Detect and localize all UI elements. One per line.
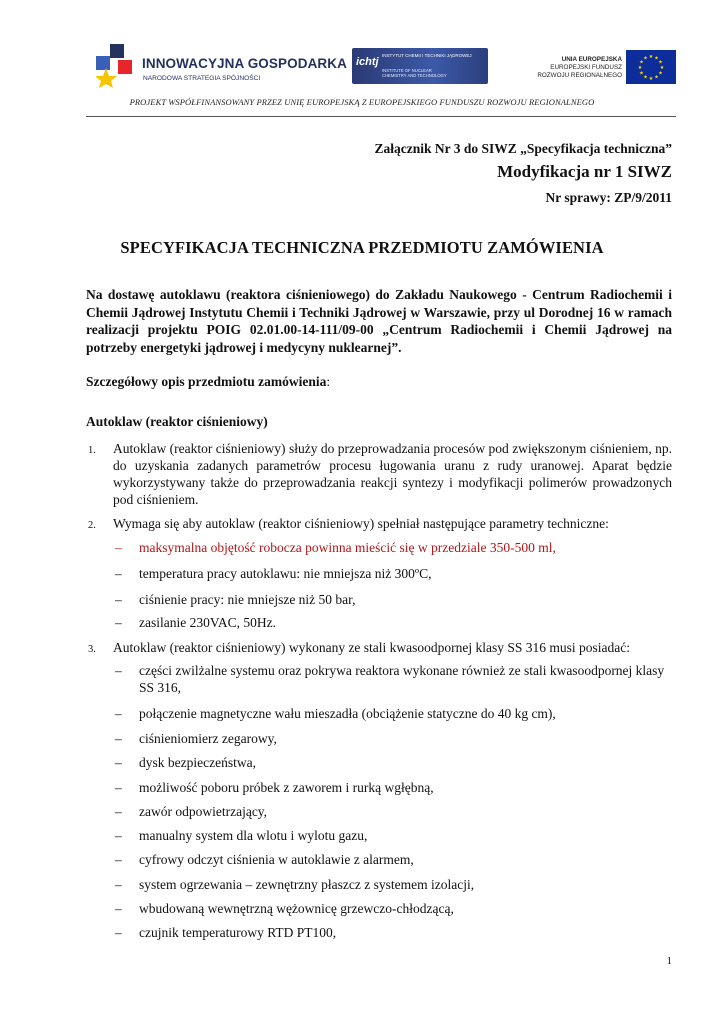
svg-text:★: ★ [658,70,663,77]
dash-bullet: – [115,901,122,916]
sub-item-text: zawór odpowietrzający, [139,804,268,819]
sub-item-text: dysk bezpieczeństwa, [139,755,256,770]
list-item-2-number: 2. [88,520,96,531]
ichtj-name-en-line1: INSTITUTE OF NUCLEAR [382,68,432,73]
intro-paragraph: Na dostawę autoklawu (reaktora ciśnieniowego) do Zakładu Naukowego - Centrum Radiochemii i Chemii Jądrowej Instytutu Chemii i Techniki Jądrowej w Warszawie, przy ul Dorodnej 16 w ramach realizacji projektu POIG 02.01.00-14-111/09-00 „Centrum Radiochemii i Chemii Jądrowej na potrzeby energetyki jądrowej i medycyny nuklearnej”. [86,287,672,355]
document-title: SPECYFIKACJA TECHNICZNA PRZEDMIOTU ZAMÓWIENIA [120,238,604,257]
svg-text:★: ★ [643,74,648,81]
list-item-1-text: Autoklaw (reaktor ciśnieniowy) służy do przeprowadzania procesów pod zwiększonym ciśnieniem, np. do uzyskania zadanych parametrów procesu ługowania uranu z rudy uranowej. Aparat będzie wykorzystywany także do przeprowadzania reakcji syntezy i modyfikacji polimerów prowadzonych pod ciśnieniem. [113,441,672,507]
ichtj-name-en-line2: CHEMISTRY AND TECHNOLOGY [382,73,447,78]
sub-item-3-1 [115,662,675,696]
sub-item-text: system ogrzewania – zewnętrzny płaszcz z systemem izolacji, [139,877,475,892]
ig-star-icon [96,44,132,88]
sub-item-3-6 [115,803,675,820]
eu-line3: ROZWOJU REGIONALNEGO [537,72,622,79]
sub-item-text: połączenie magnetyczne wału mieszadła (obciążenie statyczne do 40 kg cm), [139,706,556,721]
dash-bullet: – [115,540,122,555]
ichtj-mark: ichtj [356,56,379,68]
sub-item-text: czujnik temperaturowy RTD PT100, [139,925,337,940]
eu-logo-text [526,56,622,80]
dash-bullet: – [115,852,122,867]
list-item-2 [86,515,672,532]
svg-text:★: ★ [639,70,644,77]
cofinance-note: PROJEKT WSPÓŁFINANSOWANY PRZEZ UNIĘ EUROPEJSKĄ Z EUROPEJSKIEGO FUNDUSZU ROZWOJU REGIONALNEGO [129,97,595,107]
svg-text:★: ★ [648,76,654,82]
list-item-2-text: Wymaga się aby autoklaw (reaktor ciśnieniowy) spełniał następujące parametry techniczne: [113,516,609,531]
attachment-label: Załącznik Nr 3 do SIWZ „Specyfikacja techniczna” [374,141,672,156]
sub-item-3-8 [115,851,675,868]
sub-item-2-1 [115,539,675,556]
dash-bullet: – [115,592,122,607]
sub-item-text: ciśnieniomierz zegarowy, [139,731,277,746]
dash-bullet: – [115,804,122,819]
dash-bullet: – [115,755,122,770]
svg-text:★: ★ [643,55,648,62]
case-number: Nr sprawy: ZP/9/2011 [545,190,672,205]
header-divider [86,116,676,117]
svg-text:★: ★ [648,54,654,60]
sub-item-3-10 [115,900,675,917]
svg-text:★: ★ [658,59,663,66]
ichtj-name-en [382,68,447,78]
sub-item-text: temperatura pracy autoklawu: nie mniejsza niż 300ºC, [139,566,432,581]
list-item-1-number: 1. [88,445,96,456]
svg-text:★: ★ [654,74,659,81]
header-logos [86,42,678,94]
list-item-3 [86,639,672,656]
sub-item-3-3 [115,730,675,747]
svg-text:★: ★ [659,65,665,71]
sub-item-3-5 [115,779,675,796]
section-heading: Autoklaw (reaktor ciśnieniowy) [86,414,268,429]
dash-bullet: – [115,828,122,843]
dash-bullet: – [115,877,122,892]
dash-bullet: – [115,615,122,630]
sub-item-3-7 [115,827,675,844]
svg-text:★: ★ [654,55,659,62]
dash-bullet: – [115,663,122,678]
list-item-3-number: 3. [88,644,96,655]
svg-text:★: ★ [637,65,643,71]
sub-item-3-4 [115,754,675,771]
sub-item-text: możliwość poboru próbek z zaworem i rurką wgłębną, [139,780,434,795]
sub-item-3-2 [115,705,675,722]
sub-item-2-4 [115,614,675,631]
ig-title: INNOWACYJNA GOSPODARKA [142,56,347,71]
eu-logo [526,46,676,90]
sub-item-text: części zwilżalne systemu oraz pokrywa reaktora wykonane również ze stali kwasoodpornej klasy SS 316, [139,663,665,695]
list-item-3-text: Autoklaw (reaktor ciśnieniowy) wykonany ze stali kwasoodpornej klasy SS 316 musi posiadać: [113,640,631,655]
page-number: 1 [666,955,672,967]
sub-item-text: cyfrowy odczyt ciśnienia w autoklawie z alarmem, [139,852,414,867]
dash-bullet: – [115,731,122,746]
eu-flag-icon [626,50,676,84]
dash-bullet: – [115,566,122,581]
list-item-1 [86,440,672,508]
sub-item-3-11 [115,924,675,941]
sub-item-text: ciśnienie pracy: nie mniejsze niż 50 bar, [139,592,356,607]
ig-subtitle: NARODOWA STRATEGIA SPÓJNOŚCI [143,75,261,82]
sub-item-text: manualny system dla wlotu i wylotu gazu, [139,828,368,843]
svg-text:★: ★ [639,59,644,66]
sub-item-text: maksymalna objętość robocza powinna mieścić się w przedziale 350-500 ml, [139,540,556,555]
dash-bullet: – [115,780,122,795]
innowacyjna-gospodarka-logo [96,42,347,94]
ichtj-logo [352,48,488,84]
eu-line1: UNIA EUROPEJSKA [561,56,622,63]
ichtj-name-pl: INSTYTUT CHEMII I TECHNIKI JĄDROWEJ [382,53,472,58]
sub-item-text: zasilanie 230VAC, 50Hz. [139,615,276,630]
sub-item-text: wbudowaną wewnętrzną wężownicę grzewczo-chłodzącą, [139,901,454,916]
dash-bullet: – [115,925,122,940]
sub-item-3-9 [115,876,675,893]
sub-item-2-3 [115,591,675,608]
detail-heading [86,374,330,390]
sub-item-2-2 [115,565,675,582]
detail-heading-colon: : [326,374,331,389]
modification-label: Modyfikacja nr 1 SIWZ [497,162,672,181]
eu-line2: EUROPEJSKI FUNDUSZ [550,64,622,71]
detail-heading-text: Szczegółowy opis przedmiotu zamówienia [86,374,327,389]
dash-bullet: – [115,706,122,721]
